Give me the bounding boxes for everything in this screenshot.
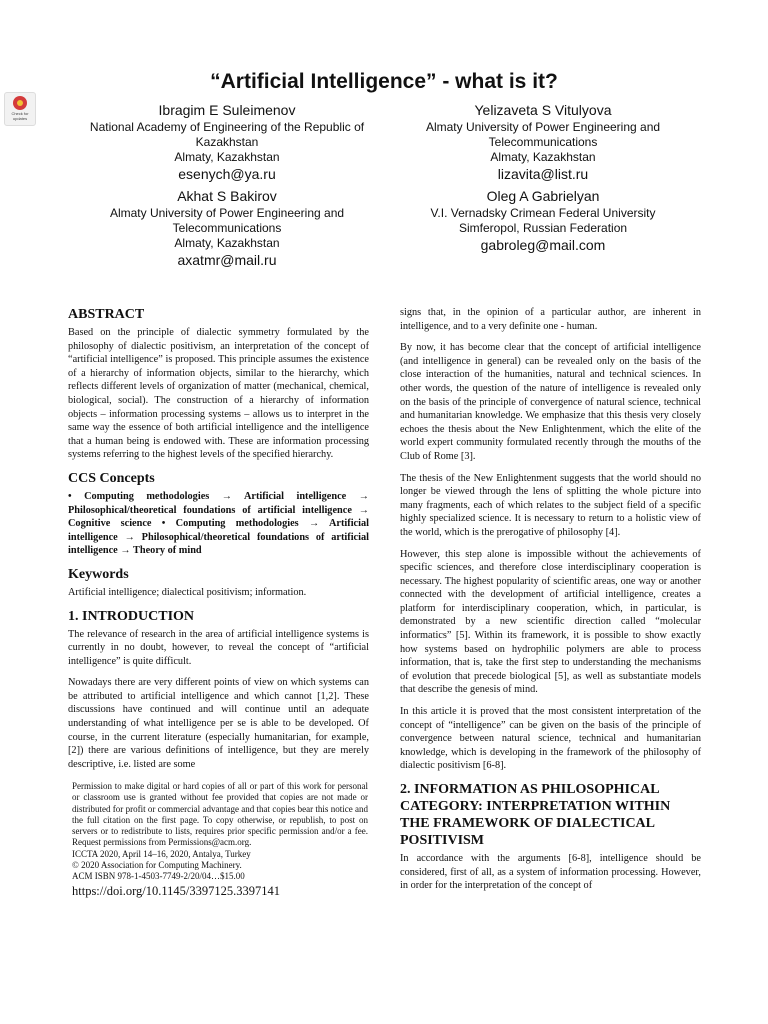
doi-link[interactable]: https://doi.org/10.1145/3397125.3397141 [72,883,280,898]
isbn: ACM ISBN 978-1-4503-7749-2/20/04…$15.00 [72,871,245,882]
author-name: Akhat S Bakirov [177,188,277,204]
author-email[interactable]: lizavita@list.ru [497,166,589,182]
badge-label: Check for updates [11,111,29,121]
author-name: Yelizaveta S Vitulyova [474,102,612,118]
abstract-heading: ABSTRACT [68,307,145,322]
author-block [378,187,708,254]
author-email[interactable]: esenych@ya.ru [178,166,276,182]
intro-paragraph: The relevance of research in the area of artificial intelligence systems is currently in no doubt, however, to reveal the concept of “artificial intelligence” is quite difficult. [68,628,369,667]
author-name: Oleg A Gabrielyan [486,188,600,204]
abstract-text: Based on the principle of dialectic symmetry formulated by the philosophy of dialectic positivism, an interpretation of the concept of “artificial intelligence” is proposed. This principle assumes the existence of a hierarchy of information objects, similar to the hierarchy, which reflects different levels of organization of matter (mechanical, chemical, biological, social). The construction of a hierarchy of information objects – information processing systems – allows us to interpret in the same way the essence of both artificial intelligence and the intelligence that a human being is endowed with. These are information processing systems referring to the highest levels of the specified hierarchy. [68,327,369,461]
author-email[interactable]: gabroleg@mail.com [480,237,606,253]
author-city: Almaty, Kazakhstan [174,150,280,164]
conference-info: ICCTA 2020, April 14–16, 2020, Antalya, Turkey [72,848,251,859]
author-block [62,187,392,269]
keywords-heading: Keywords [68,566,129,582]
author-city: Almaty, Kazakhstan [490,150,596,164]
left-column [68,306,369,779]
body-paragraph: signs that, in the opinion of a particular author, are inherent in intelligence, and to a very definite one - human. [400,307,701,332]
body-paragraph: However, this step alone is impossible without the achievements of specific sciences, and therefore close interdisciplinary cooperation is necessary. The highest popularity of scientific areas, one way or another connected with the development of artificial intelligence, creates a platform for interdisciplinary cooperation, which, in particular, is demonstrated by a new scientific direction called “molecular informatics” [5]. Within its framework, it is possible to show exactly how systems based on hydrophilic polymers are able to process information, that is, take the first step to understanding the mechanisms of evolution that precede biological [5], as well as substantiate models that describe the genesis of mind. [400,548,701,696]
keywords-text: Artificial intelligence; dialectical positivism; information. [68,586,307,598]
permission-text: Permission to make digital or hard copies of all or part of this work for personal or classroom use is granted without fee provided that copies are not made or distributed for profit or commercial advantage and that copies bear this notice and the full citation on the first page. To copy otherwise, or republish, to post on servers or to redistribute to lists, requires prior specific permission and/or a fee. Request permissions from Permissions@acm.org. [72,781,368,848]
author-email[interactable]: axatmr@mail.ru [177,252,277,268]
introduction-heading: 1. INTRODUCTION [68,608,195,624]
body-paragraph: In this article it is proved that the most consistent interpretation of the concept of “intelligence” can be given on the basis of the principle of convergence between natural science, technical and humanitarian knowledge, which is developing in the framework of the philosophy of dialectic positivism [6-8]. [400,706,701,772]
author-affiliation: Almaty University of Power Engineering and Telecommunications [425,120,661,149]
author-block [378,101,708,183]
body-paragraph: By now, it has become clear that the concept of artificial intelligence (and intelligence in general) can be revealed only on the basis of the close interaction of the humanities, natural and technical sciences. In other words, the question of the nature of intelligence is revealed only on the basis of the principle of convergence of natural science, technical and humanitarian knowledge. We emphasize that this thesis very closely echoes the thesis about the New Enlightenment, which the elite of the world expert community formulated recently through the mouths of the Club of Rome [3]. [400,342,701,462]
body-paragraph: In accordance with the arguments [6-8], intelligence should be considered, first of all, as a system of information processing. However, in order for the interpretation of the concept of [400,853,701,892]
intro-paragraph: Nowadays there are very different points of view on which systems can be attributed to artificial intelligence and which cannot [1,2]. These discussions have continued and will continue until an adequate understanding of what intelligence per se is able to be developed. Of course, in the current literature (especially humanitarian, for example, [2]) there are various definitions of intelligence, but they are merely descriptive, i.e. listed are some [68,677,369,770]
author-block [62,101,392,183]
ccs-text: • Computing methodologies → Artificial intelligence → Philosophical/theoretical foundations of artificial intelligence → Cognitive science • Computing methodologies → Artificial intelligence → Philosophical/theoretical foundations of artificial intelligence → Theory of mind [68,490,369,557]
right-column [400,306,701,901]
author-city: Simferopol, Russian Federation [458,221,628,235]
author-affiliation: National Academy of Engineering of the Republic of Kazakhstan [89,120,365,149]
body-paragraph: The thesis of the New Enlightenment suggests that the world should no longer be viewed through the lens of splitting the whole picture into many fragments, each of which relates to the subject field of a specific highly specialized science. It is necessary to return to a holistic view of the world, which is the prerogative of philosophy [4]. [400,472,701,538]
author-affiliation: Almaty University of Power Engineering and Telecommunications [109,206,345,235]
author-city: Almaty, Kazakhstan [174,236,280,250]
permission-block [72,781,368,899]
author-affiliation: V.I. Vernadsky Crimean Federal University [430,206,656,220]
check-for-updates-badge[interactable] [4,92,36,126]
paper-title: “Artificial Intelligence” - what is it? [210,70,558,93]
section-2-heading: 2. INFORMATION AS PHILOSOPHICAL CATEGORY: INTERPRETATION WITHIN THE FRAMEWORK OF DIALECTICAL POSITIVISM [400,782,671,848]
ccs-heading: CCS Concepts [68,470,155,486]
author-name: Ibragim E Suleimenov [158,102,296,118]
check-for-updates-icon [13,96,27,110]
copyright-notice: © 2020 Association for Computing Machinery. [72,860,242,871]
